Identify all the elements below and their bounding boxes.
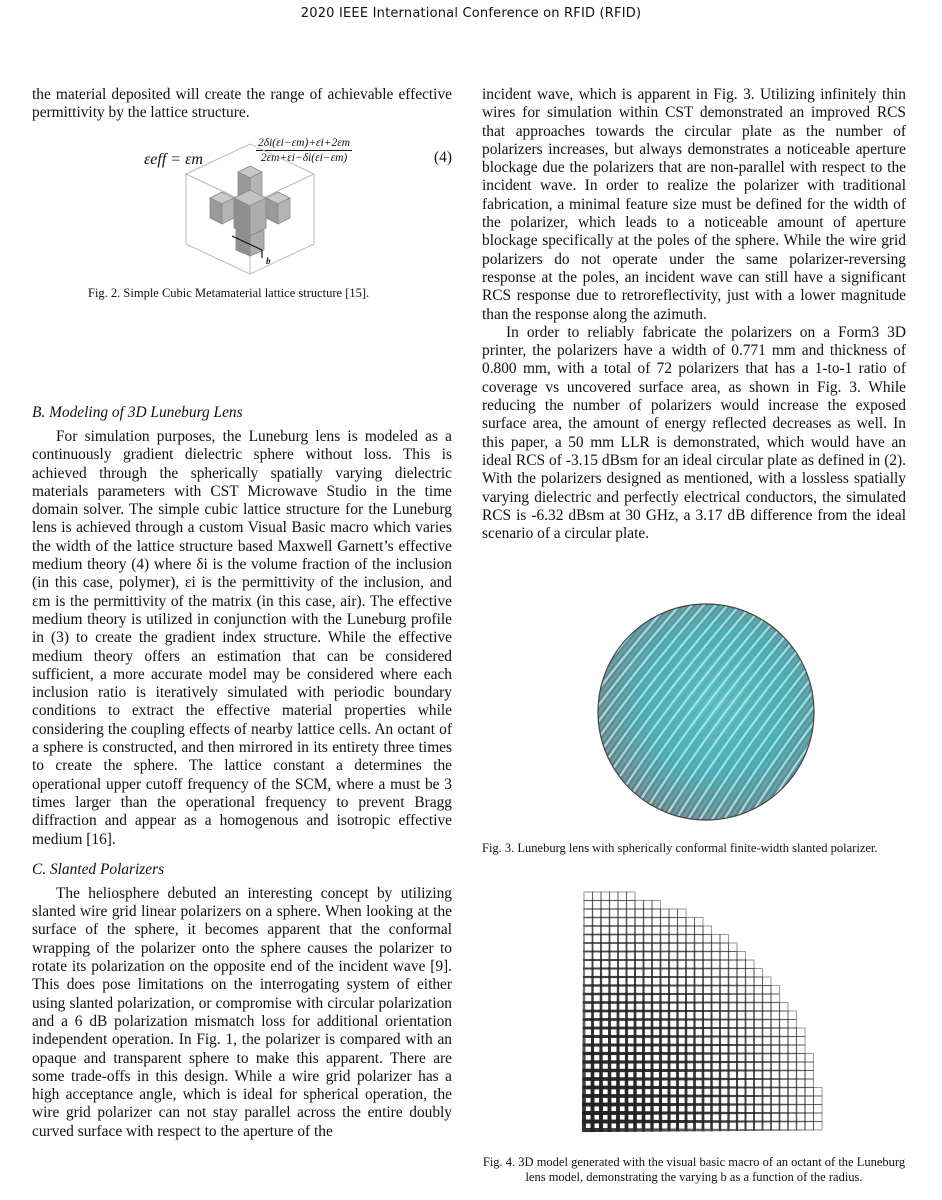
right-column [482,86,906,543]
left-column-lower [32,404,452,1141]
equation-denominator: 2εm+εi−δi(εi−εm) [260,151,348,164]
equation-numerator: 2δi(εi−εm)+εi+2εm [258,136,351,149]
section-c-body: The heliosphere debuted an interesting concept by utilizing slanted wire grid linear polarizers on a sphere. When looking at the surface of the sphere, it becomes apparent that the conformal wrapping of the polarizer onto the sphere causes the polarizer to rotate its polarization on the opposite end of the incident wave [9]. This does pose limitations on the interrogating system of either using slanted polarization, or compromise with circular polarization and a 6 dB polarization mismatch loss for additional orientation independent operation. In Fig. 1, the polarizer is compared with an opaque and transparent sphere to make this apparent. There are some trade-offs in this design. While a wire grid polarizer has a high acceptance angle, which is ideal for spherical operation, the wire grid polarizer can not stay parallel across the entire doubly curved surface with respect to the aperture of the [32,884,452,1140]
fig2-b-label: b [266,256,271,266]
fig3-sphere-image [594,598,818,826]
fig2-caption: Fig. 2. Simple Cubic Metamaterial lattice structure [15]. [88,286,370,300]
lattice-grid [584,892,822,1130]
fig2-lattice-image [150,140,350,280]
fig4-lattice-image [578,886,828,1136]
right-paragraph-2: In order to reliably fabricate the polarizers on a Form3 3D printer, the polarizers have a width of 0.771 mm and thickness of 0.800 mm, with a total of 72 polarizers that has a 1-to-1 ratio of coverage vs uncovered surface area, as shown in Fig. 3. While reducing the number of polarizers would increase the exposed surface area, the amount of energy reflected decreases as well. In this paper, a 50 mm LLR is demonstrated, which would have an ideal RCS of -3.15 dBsm for an ideal circular plate as defined in (2). With the polarizers designed as mentioned, with a lossless spatially varying dielectric and perfectly electrical conductors, the simulated RCS is -6.32 dBsm at 30 GHz, a 3.17 dB difference from the ideal scenario of a circular plate. [482,323,906,543]
fig4-caption: Fig. 4. 3D model generated with the visual basic macro of an octant of the Luneburg lens model, demonstrating the varying b as a function of the radius. [482,1155,906,1184]
fig3-caption: Fig. 3. Luneburg lens with spherically conformal finite-width slanted polarizer. [482,841,878,855]
running-header: 2020 IEEE International Conference on RFID (RFID) [300,6,642,21]
equation-number: (4) [434,148,452,166]
intro-paragraph: the material deposited will create the range of achievable effective permittivity by the lattice structure. [32,86,452,122]
section-c-title: C. Slanted Polarizers [32,860,165,878]
equation-lhs: εeff = εm [144,150,203,168]
section-b-title: B. Modeling of 3D Luneburg Lens [32,404,243,421]
section-b-body: For simulation purposes, the Luneburg lens is modeled as a continuously gradient dielectric sphere without loss. This is achieved through the spherically spatially varying dielectric materials parameters with CST Microwave Studio in the time domain solver. The simple cubic lattice structure for the Luneburg lens is achieved through a custom Visual Basic macro which varies the width of the lattice structure based Maxwell Garnett’s effective medium theory (4) where δi is the volume fraction of the inclusion (in this case, polymer), εi is the permittivity of the inclusion, and εm is the permittivity of the matrix (in this case, air). The effective medium theory is utilized in conjunction with the Luneburg profile in (3) to create the gradient index structure. While the effective medium theory offers an estimation that can be considered sufficient, a more accurate model may be considered where each inclusion ratio is iteratively simulated with periodic boundary conditions to extract the effective material properties while considering the coupling effects of nearby lattice cells. An octant of a sphere is constructed, and then mirrored in its entirety three times to create the sphere. The lattice constant a determines the operational upper cutoff frequency of the SCM, where a must be 3 times larger than the operational frequency to prevent Bragg diffraction and appear as a homogenous and isotropic effective medium [16]. [32,428,452,848]
right-paragraph-1: incident wave, which is apparent in Fig. 3. Utilizing infinitely thin wires for simulation within CST demonstrated an improved RCS that approaches towards the circular plate as the number of polarizers increases, but always demonstrates a noticeable aperture blockage due the polarizers that are non-parallel with respect to the incident wave. In order to realize the polarizer with traditional fabrication, a minimal feature size must be defined for the width of the polarizer, which leads to a noticeable amount of aperture blockage specifically at the poles of the sphere. While the wire grid polarizers do not operate under the same polarizer-reversing response at the poles, an incident wave can still have a significant RCS response due to retroreflectivity, just with a lower magnitude than the response along the azimuth. [482,86,906,323]
